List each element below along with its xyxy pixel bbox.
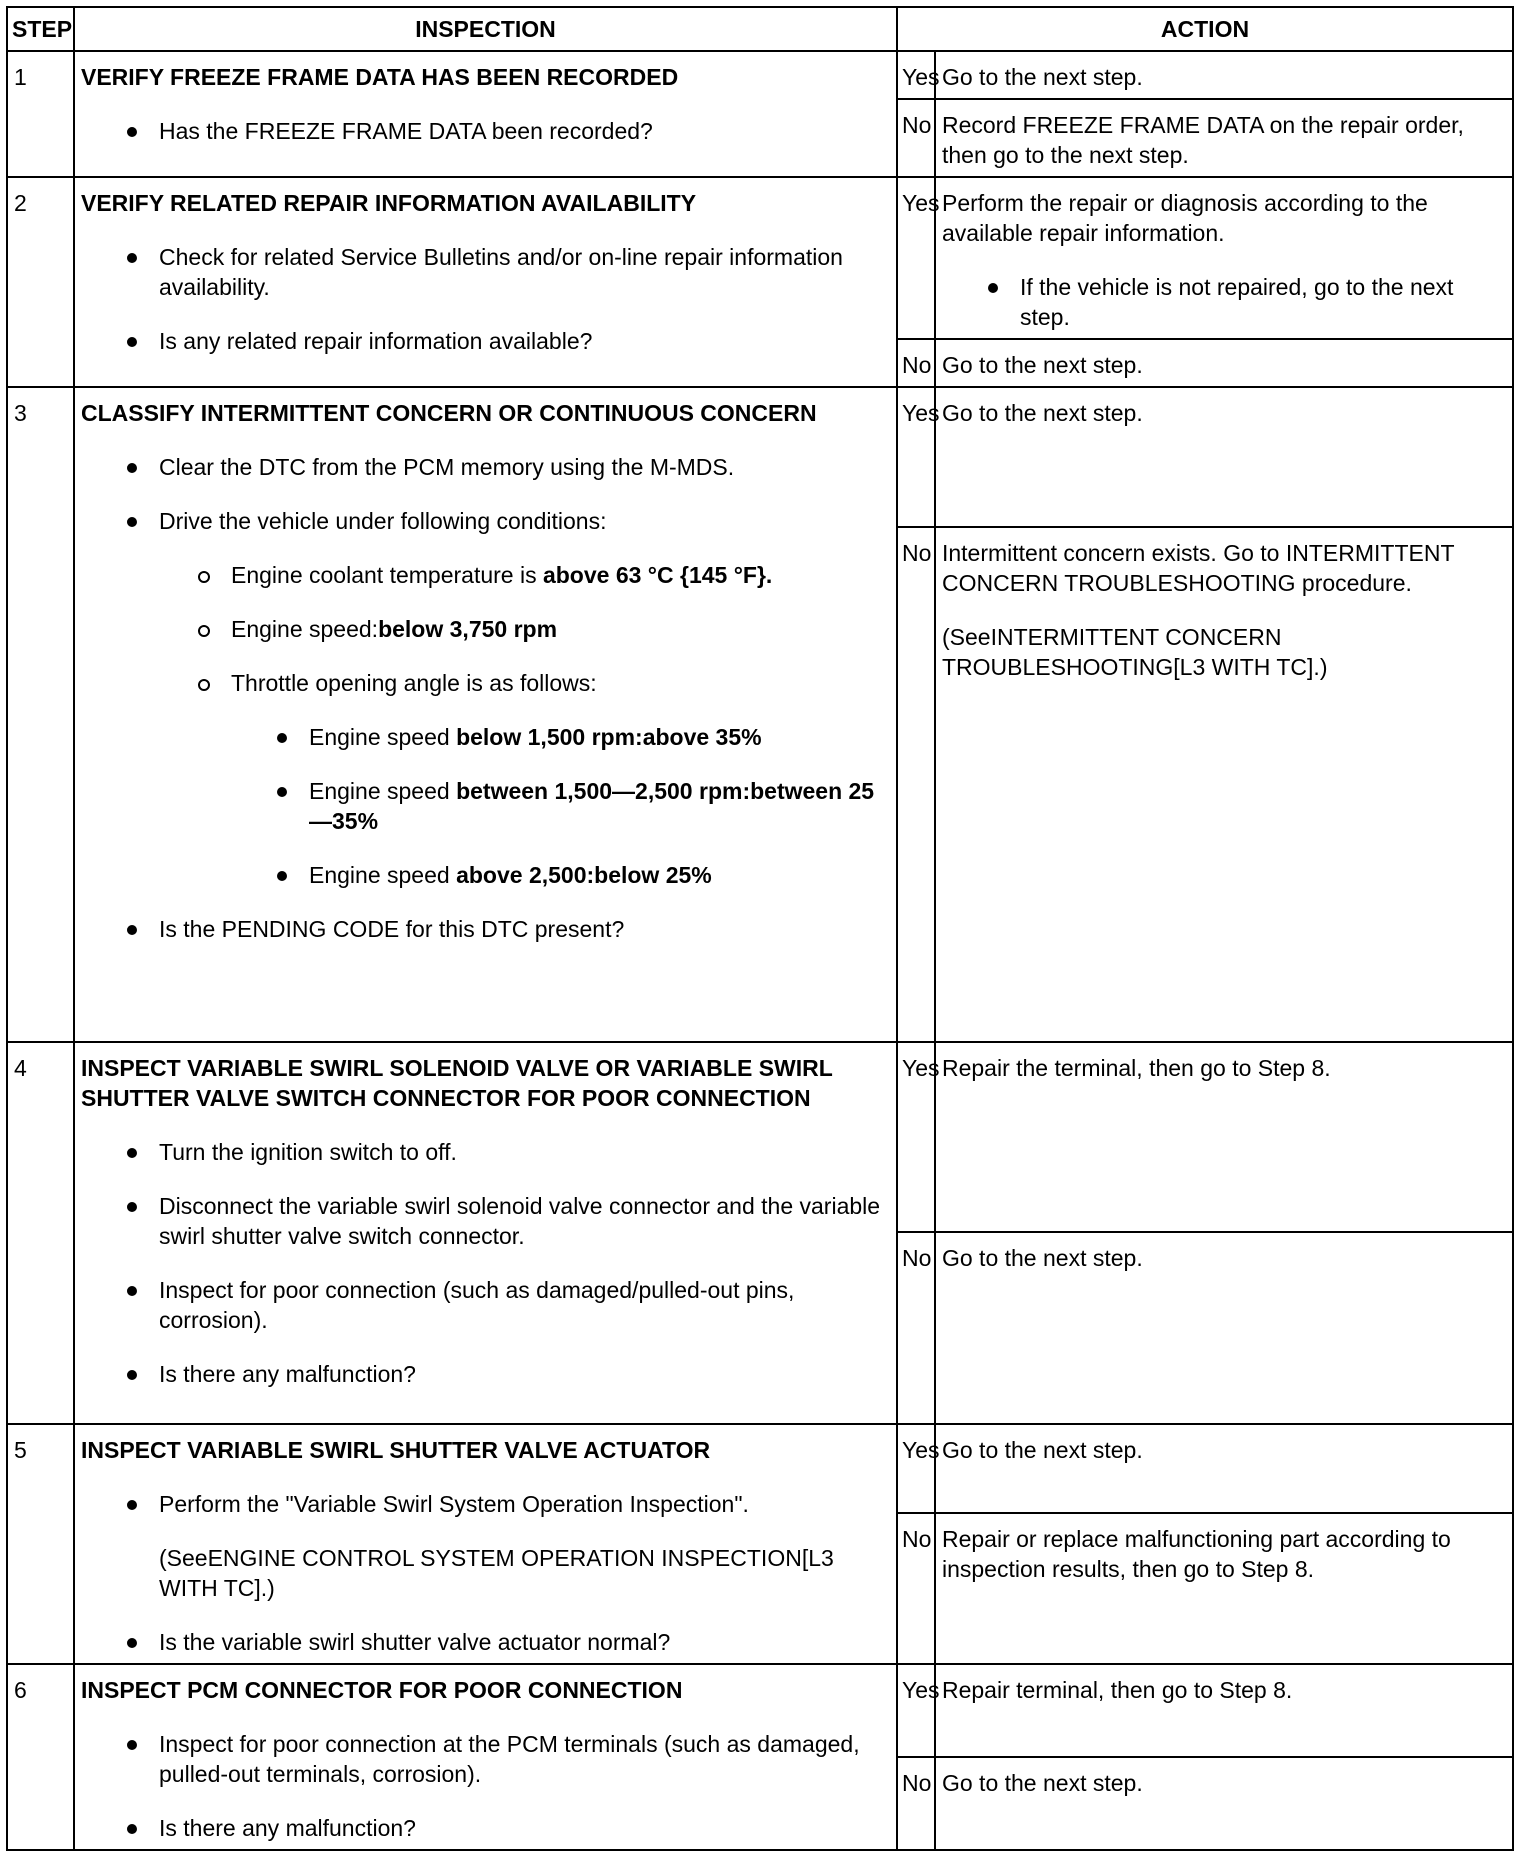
- circle-bullet-icon: [198, 625, 210, 637]
- action-yes: Repair the terminal, then go to Step 8.: [935, 1042, 1513, 1232]
- action-no: Go to the next step.: [935, 339, 1513, 387]
- inspection-title: VERIFY RELATED REPAIR INFORMATION AVAILABILITY: [81, 190, 697, 216]
- inspection-cell: [74, 1424, 897, 1664]
- action-no: Intermittent concern exists. Go to INTERMITTENT CONCERN TROUBLESHOOTING procedure. (SeeINTERMITTENT CONCERN TROUBLESHOOTING[L3 WITH TC].): [935, 527, 1513, 1042]
- inspection-title: INSPECT VARIABLE SWIRL SHUTTER VALVE ACTUATOR: [81, 1437, 711, 1463]
- action-no: Go to the next step.: [935, 1757, 1513, 1850]
- circle-bullet-icon: [198, 571, 210, 583]
- bullet-icon: [127, 1740, 137, 1750]
- reference-link-text: (SeeINTERMITTENT CONCERN TROUBLESHOOTING[L3 WITH TC].): [941, 624, 1328, 680]
- action-yes: Repair terminal, then go to Step 8.: [935, 1664, 1513, 1757]
- list-item: Drive the vehicle under following conditions:: [81, 506, 890, 536]
- inspection-column-header: INSPECTION: [74, 7, 897, 51]
- table-header-row: [7, 7, 1513, 51]
- inspection-title: VERIFY FREEZE FRAME DATA HAS BEEN RECORDED: [81, 64, 679, 90]
- step-column-header: STEP: [7, 7, 74, 51]
- troubleshooting-table: [6, 6, 1514, 1851]
- list-item: Engine speed:below 3,750 rpm: [81, 614, 890, 644]
- list-item: Disconnect the variable swirl solenoid valve connector and the variable swirl shutter valve switch connector.: [81, 1191, 890, 1251]
- table-row-step-2-yes: [7, 177, 1513, 339]
- action-yes: Perform the repair or diagnosis according to the available repair information. If the vehicle is not repaired, go to the next step.: [935, 177, 1513, 339]
- yes-label: Yes: [897, 1424, 935, 1513]
- step-number: 5: [7, 1424, 74, 1664]
- bullet-icon: [127, 1202, 137, 1212]
- step-number: 3: [7, 387, 74, 1042]
- action-no: Go to the next step.: [935, 1232, 1513, 1424]
- list-item: Is there any malfunction?: [81, 1359, 890, 1389]
- list-item: Perform the "Variable Swirl System Operation Inspection".: [81, 1489, 890, 1519]
- table-row-step-6-yes: [7, 1664, 1513, 1757]
- bullet-icon: [127, 1638, 137, 1648]
- step-number: 6: [7, 1664, 74, 1850]
- inspection-cell: [74, 1042, 897, 1424]
- bullet-icon: [277, 871, 287, 881]
- no-label: No: [897, 1232, 935, 1424]
- bullet-icon: [127, 337, 137, 347]
- step-number: 2: [7, 177, 74, 387]
- bullet-icon: [127, 127, 137, 137]
- list-item: Check for related Service Bulletins and/or on-line repair information availability.: [81, 242, 890, 302]
- bullet-icon: [277, 733, 287, 743]
- inspection-cell: [74, 51, 897, 177]
- list-item: Is there any malfunction?: [81, 1813, 890, 1843]
- list-item: Throttle opening angle is as follows:: [81, 668, 890, 698]
- diagnostic-procedure-document: [6, 6, 1514, 1841]
- inspection-cell: [74, 177, 897, 387]
- reference-link-text: (SeeENGINE CONTROL SYSTEM OPERATION INSPECTION[L3 WITH TC].): [159, 1545, 834, 1601]
- list-item: Clear the DTC from the PCM memory using the M-MDS.: [81, 452, 890, 482]
- no-label: No: [897, 1513, 935, 1664]
- bullet-icon: [127, 1824, 137, 1834]
- step-number: 1: [7, 51, 74, 177]
- list-item: Engine speed between 1,500—2,500 rpm:between 25—35%: [81, 776, 890, 836]
- circle-bullet-icon: [198, 679, 210, 691]
- list-item: Is the PENDING CODE for this DTC present?: [81, 914, 890, 944]
- inspection-title: INSPECT VARIABLE SWIRL SOLENOID VALVE OR VARIABLE SWIRL SHUTTER VALVE SWITCH CONNECTOR FOR POOR CONNECTION: [81, 1055, 833, 1111]
- inspection-title: CLASSIFY INTERMITTENT CONCERN OR CONTINUOUS CONCERN: [81, 400, 817, 426]
- list-item: Turn the ignition switch to off.: [81, 1137, 890, 1167]
- bullet-icon: [127, 463, 137, 473]
- bullet-icon: [127, 253, 137, 263]
- list-item: Is any related repair information available?: [81, 326, 890, 356]
- bullet-icon: [127, 925, 137, 935]
- list-item: Engine speed below 1,500 rpm:above 35%: [81, 722, 890, 752]
- list-item: Is the variable swirl shutter valve actuator normal?: [81, 1627, 890, 1657]
- bullet-icon: [127, 1500, 137, 1510]
- table-row-step-5-yes: [7, 1424, 1513, 1513]
- no-label: No: [897, 339, 935, 387]
- yes-label: Yes: [897, 177, 935, 339]
- yes-label: Yes: [897, 387, 935, 527]
- yes-label: Yes: [897, 1042, 935, 1232]
- inspection-title: INSPECT PCM CONNECTOR FOR POOR CONNECTION: [81, 1677, 683, 1703]
- table-row-step-4-yes: [7, 1042, 1513, 1232]
- action-column-header: ACTION: [897, 7, 1513, 51]
- bullet-icon: [127, 1370, 137, 1380]
- no-label: No: [897, 1757, 935, 1850]
- action-yes: Go to the next step.: [935, 387, 1513, 527]
- yes-label: Yes: [897, 51, 935, 99]
- bullet-icon: [988, 283, 998, 293]
- table-row-step-3-yes: [7, 387, 1513, 527]
- bullet-icon: [127, 1286, 137, 1296]
- list-item: Inspect for poor connection at the PCM terminals (such as damaged, pulled-out terminals, corrosion).: [81, 1729, 890, 1789]
- list-item: Engine speed above 2,500:below 25%: [81, 860, 890, 890]
- no-label: No: [897, 527, 935, 1042]
- action-no: Record FREEZE FRAME DATA on the repair order, then go to the next step.: [935, 99, 1513, 177]
- list-item: Engine coolant temperature is above 63 °C {145 °F}.: [81, 560, 890, 590]
- inspection-cell: [74, 387, 897, 1042]
- yes-label: Yes: [897, 1664, 935, 1757]
- no-label: No: [897, 99, 935, 177]
- list-item: Inspect for poor connection (such as damaged/pulled-out pins, corrosion).: [81, 1275, 890, 1335]
- step-number: 4: [7, 1042, 74, 1424]
- table-row-step-1-yes: [7, 51, 1513, 99]
- bullet-icon: [127, 1148, 137, 1158]
- list-item: Has the FREEZE FRAME DATA been recorded?: [81, 116, 890, 146]
- action-yes: Go to the next step.: [935, 1424, 1513, 1513]
- bullet-icon: [127, 517, 137, 527]
- action-no: Repair or replace malfunctioning part according to inspection results, then go to Step 8.: [935, 1513, 1513, 1664]
- inspection-cell: [74, 1664, 897, 1850]
- action-yes: Go to the next step.: [935, 51, 1513, 99]
- bullet-icon: [277, 787, 287, 797]
- list-item: If the vehicle is not repaired, go to the next step.: [942, 272, 1506, 332]
